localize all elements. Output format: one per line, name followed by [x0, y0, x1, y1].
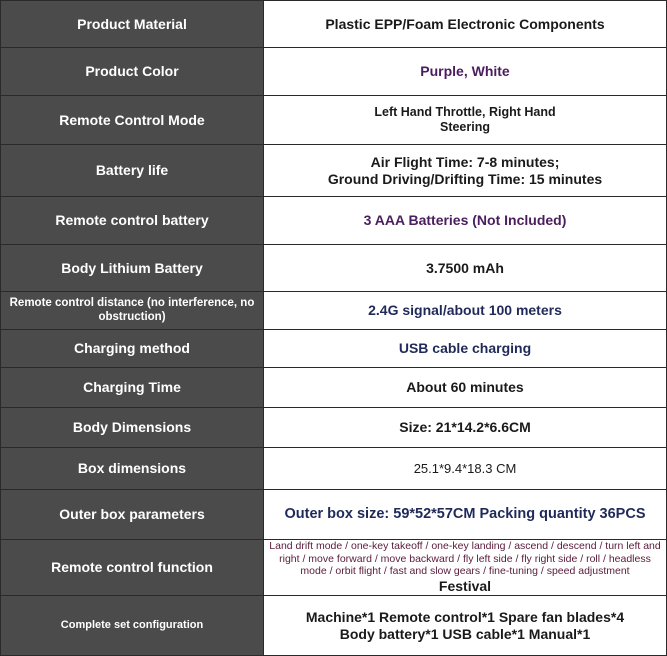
- table-row: [1, 448, 667, 490]
- row-label-remote-control-function: Remote control function: [1, 540, 264, 596]
- function-festival: Festival: [438, 577, 492, 594]
- row-label-product-color: Product Color: [1, 48, 264, 96]
- row-value-outer-box-parameters: Outer box size: 59*52*57CM Packing quantity 36PCS: [264, 490, 667, 540]
- row-value-remote-control-function: [264, 540, 667, 596]
- table-row: [1, 368, 667, 408]
- row-label-complete-set-configuration: Complete set configuration: [1, 596, 264, 656]
- row-label-box-dimensions: Box dimensions: [1, 448, 264, 490]
- row-label-body-lithium-battery: Body Lithium Battery: [1, 245, 264, 292]
- table-row: [1, 197, 667, 245]
- row-value-charging-time: About 60 minutes: [264, 368, 667, 408]
- row-label-remote-control-battery: Remote control battery: [1, 197, 264, 245]
- row-label-battery-life: Battery life: [1, 145, 264, 197]
- table-row: [1, 245, 667, 292]
- row-label-body-dimensions: Body Dimensions: [1, 408, 264, 448]
- value-line: Ground Driving/Drifting Time: 15 minutes: [327, 170, 603, 187]
- value-line: Left Hand Throttle, Right Hand: [374, 105, 556, 119]
- table-row: [1, 490, 667, 540]
- value-line: Body battery*1 USB cable*1 Manual*1: [339, 625, 591, 642]
- row-label-remote-control-distance: Remote control distance (no interference, no obstruction): [1, 292, 264, 330]
- row-value-product-material: Plastic EPP/Foam Electronic Components: [264, 1, 667, 48]
- row-label-product-material: Product Material: [1, 1, 264, 48]
- table-row: [1, 145, 667, 197]
- row-value-body-lithium-battery: 3.7500 mAh: [264, 245, 667, 292]
- table-row: [1, 1, 667, 48]
- row-value-complete-set-configuration: [264, 596, 667, 656]
- value-line: Steering: [439, 120, 490, 134]
- table-row: [1, 330, 667, 368]
- row-label-charging-method: Charging method: [1, 330, 264, 368]
- table-row: [1, 96, 667, 145]
- table-row: [1, 408, 667, 448]
- row-label-remote-control-mode: Remote Control Mode: [1, 96, 264, 145]
- row-value-remote-control-mode: [264, 96, 667, 145]
- row-value-box-dimensions: 25.1*9.4*18.3 CM: [264, 448, 667, 490]
- row-value-body-dimensions: Size: 21*14.2*6.6CM: [264, 408, 667, 448]
- function-list: Land drift mode / one-key takeoff / one-key landing / ascend / descend / turn left and right / move forward / move backward / fly left side / fly right side / roll / headless mode / orbit flight / fast and slow gears / fine-tuning / speed adjustment: [269, 540, 661, 578]
- table-row: [1, 540, 667, 596]
- row-value-remote-control-battery: 3 AAA Batteries (Not Included): [264, 197, 667, 245]
- table-row: [1, 596, 667, 656]
- value-line: Air Flight Time: 7-8 minutes;: [370, 153, 560, 170]
- table-row: [1, 48, 667, 96]
- row-value-remote-control-distance: 2.4G signal/about 100 meters: [264, 292, 667, 330]
- row-label-charging-time: Charging Time: [1, 368, 264, 408]
- row-value-battery-life: [264, 145, 667, 197]
- row-value-product-color: Purple, White: [264, 48, 667, 96]
- row-label-outer-box-parameters: Outer box parameters: [1, 490, 264, 540]
- value-line: Machine*1 Remote control*1 Spare fan blades*4: [305, 608, 625, 625]
- row-value-charging-method: USB cable charging: [264, 330, 667, 368]
- table-row: [1, 292, 667, 330]
